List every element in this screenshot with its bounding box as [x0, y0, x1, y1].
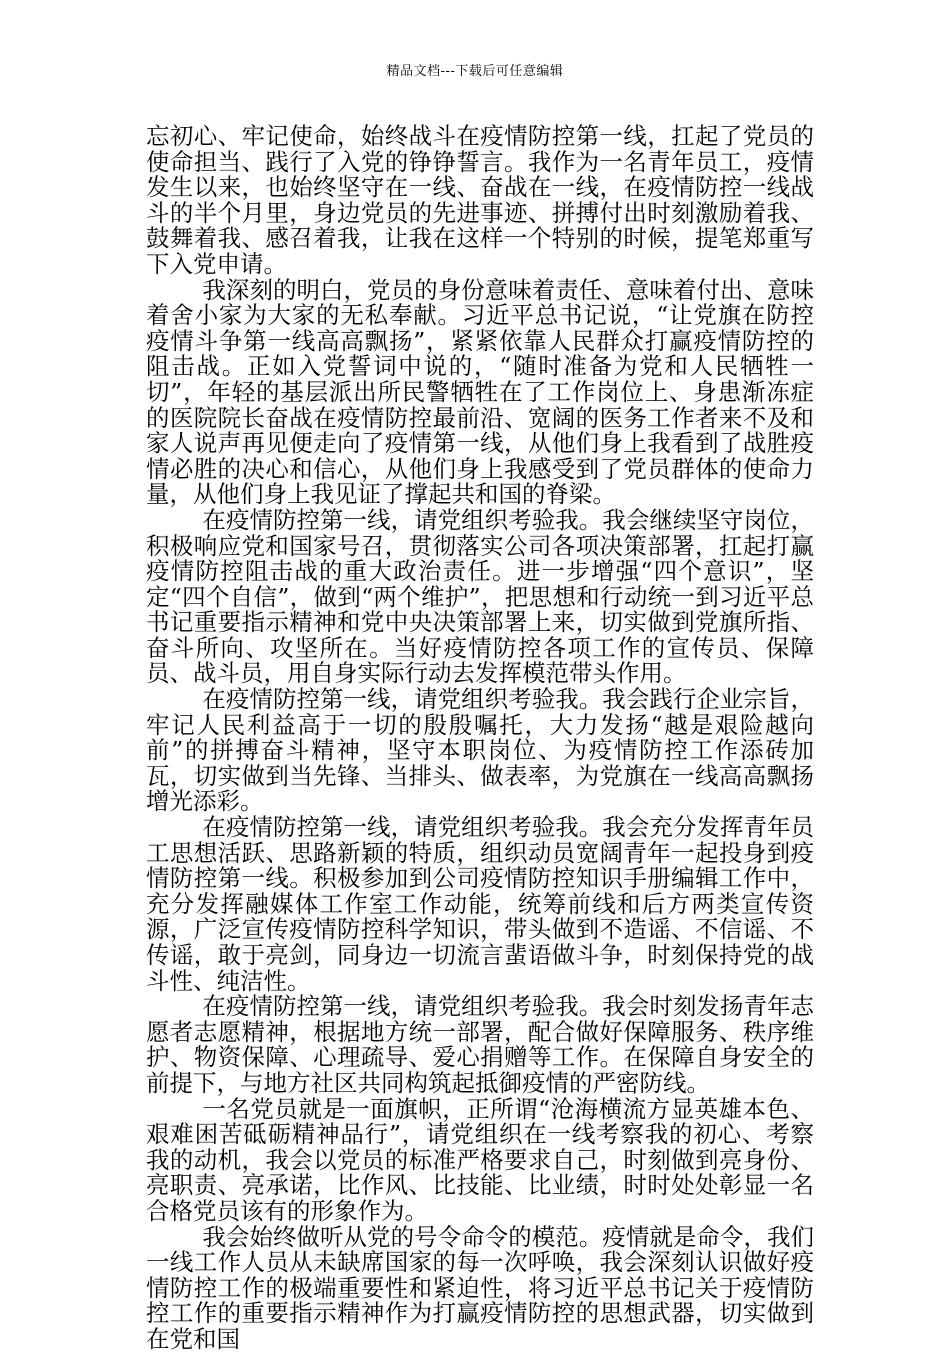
document-body	[146, 124, 814, 1353]
paragraph-3: 在疫情防控第一线，请党组织考验我。我会继续坚守岗位，积极响应党和国家号召，贯彻落实公司各项决策部署，扛起打赢疫情防控阻击战的重大政治责任。进一步增强“四个意识”，坚定“四个自信”，做到“两个维护”，把思想和行动统一到习近平总书记重要指示精神和党中央决策部署上来，切实做到党旗所指、奋斗所向、攻坚所在。当好疫情防控各项工作的宣传员、保障员、战斗员，用自身实际行动去发挥模范带头作用。	[146, 505, 814, 688]
page-header: 精品文档---下载后可任意编辑	[386, 64, 564, 79]
paragraph-1: 忘初心、牢记使命，始终战斗在疫情防控第一线，扛起了党员的使命担当、践行了入党的铮铮誓言。我作为一名青年员工，疫情发生以来，也始终坚守在一线、奋战在一线，在疫情防控一线战斗的半个月里，身边党员的先进事迹、拼搏付出时刻激励着我、鼓舞着我、感召着我，让我在这样一个特别的时候，提笔郑重写下入党申请。	[146, 122, 814, 278]
paragraph-5: 在疫情防控第一线，请党组织考验我。我会充分发挥青年员工思想活跃、思路新颖的特质，组织动员宽阔青年一起投身到疫情防控第一线。积极参加到公司疫情防控知识手册编辑工作中，充分发挥融媒体工作室工作动能，统筹前线和后方两类宣传资源，广泛宣传疫情防控科学知识，带头做到不造谣、不信谣、不传谣，敢于亮剑，同身边一切流言蜚语做斗争，时刻保持党的战斗性、纯洁性。	[146, 813, 814, 995]
paragraph-2: 我深刻的明白，党员的身份意味着责任、意味着付出、意味着舍小家为大家的无私奉献。习近平总书记说，“让党旗在防控疫情斗争第一线高高飘扬”，紧紧依靠人民群众打赢疫情防控的阻击战。正如入党誓词中说的，“随时准备为党和人民牺牲一切”，年轻的基层派出所民警牺牲在了工作岗位上、身患渐冻症的医院院长奋战在疫情防控最前沿、宽阔的医务工作者来不及和家人说声再见便走向了疫情第一线，从他们身上我看到了战胜疫情必胜的决心和信心，从他们身上我感受到了党员群体的使命力量，从他们身上我见证了撑起共和国的脊梁。	[146, 275, 814, 509]
paragraph-8: 我会始终做听从党的号令命令的模范。疫情就是命令，我们一线工作人员从未缺席国家的每一次呼唤，我会深刻认识做好疫情防控工作的极端重要性和紧迫性，将习近平总书记关于疫情防控工作的重要指示精神作为打赢疫情防控的思想武器，切实做到在党和国	[146, 1222, 814, 1353]
paragraph-4: 在疫情防控第一线，请党组织考验我。我会践行企业宗旨，牢记人民利益高于一切的殷殷嘱托，大力发扬“越是艰险越向前”的拼搏奋斗精神，坚守本职岗位、为疫情防控工作添砖加瓦，切实做到当先锋、当排头、做表率，为党旗在一线高高飘扬增光添彩。	[146, 685, 814, 816]
paragraph-7: 一名党员就是一面旗帜，正所谓“沧海横流方显英雄本色、艰难困苦砥砺精神品行”，请党组织在一线考察我的初心、考察我的动机，我会以党员的标准严格要求自己，时刻做到亮身份、亮职责、亮承诺，比作风、比技能、比业绩，时时处处彰显一名合格党员该有的形象作为。	[146, 1094, 814, 1225]
paragraph-6: 在疫情防控第一线，请党组织考验我。我会时刻发扬青年志愿者志愿精神，根据地方统一部署，配合做好保障服务、秩序维护、物资保障、心理疏导、爱心捐赠等工作。在保障自身安全的前提下，与地方社区共同构筑起抵御疫情的严密防线。	[146, 992, 814, 1097]
